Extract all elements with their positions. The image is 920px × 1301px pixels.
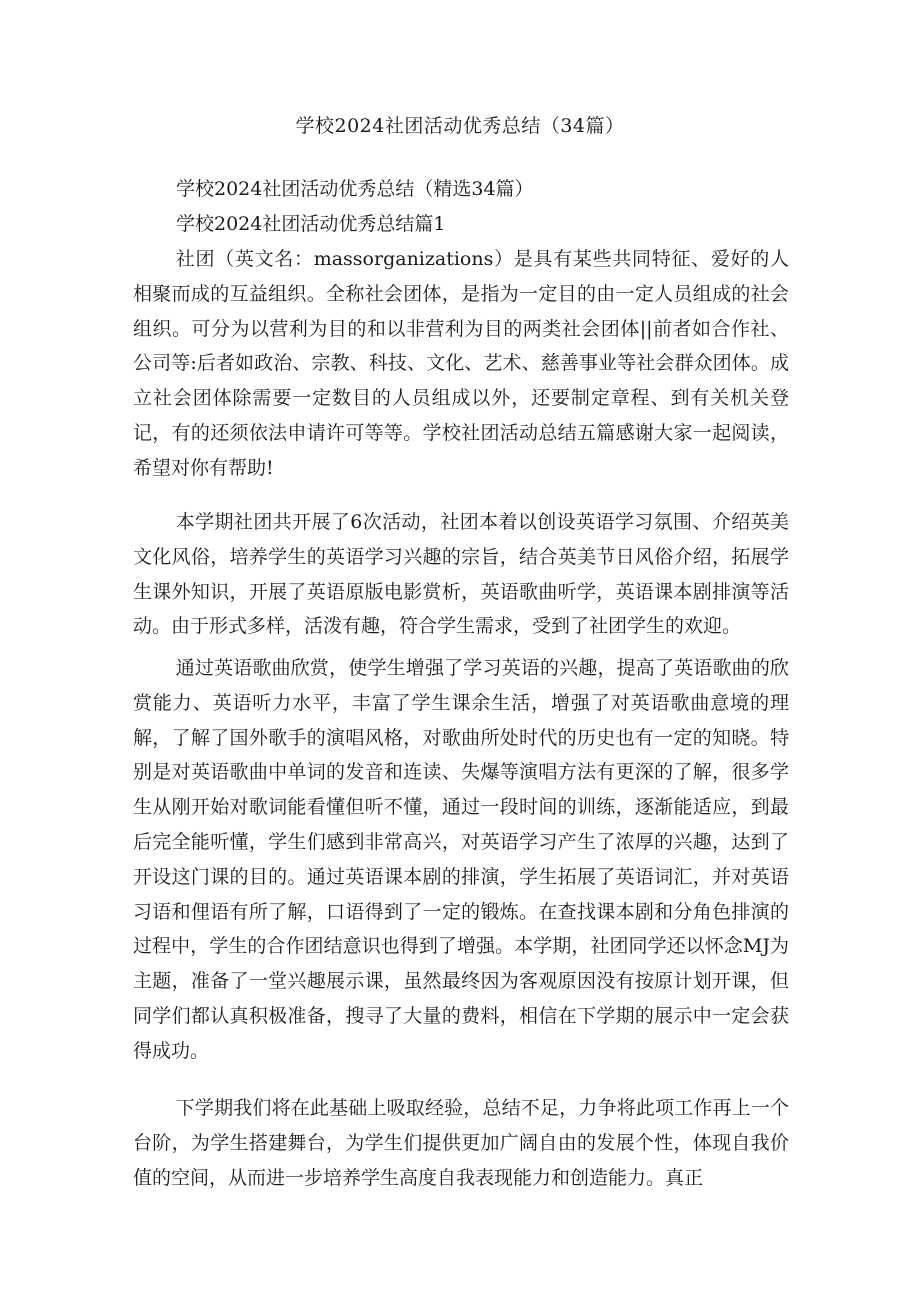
section-heading: 学校2024社团活动优秀总结篇1 <box>176 213 446 235</box>
document-title: 学校2024社团活动优秀总结（34篇） <box>295 115 625 137</box>
paragraph-next-term: 下学期我们将在此基础上吸取经验，总结不足，力争将此项工作再上一个台阶，为学生搭建舞台，为学生们提供更加广阔自由的发展个性，体现自我价值的空间，从而进一步培养学生高度自我表现能力和创造能力。真正 <box>133 1097 789 1189</box>
paragraph-activities: 本学期社团共开展了6次活动，社团本着以创设英语学习氛围、介绍英美文化风俗，培养学生的英语学习兴趣的宗旨，结合英美节日风俗介绍，拓展学生课外知识，开展了英语原版电影赏析，英语歌曲听学，英语课本剧排演等活动。由于形式多样，活泼有趣，符合学生需求，受到了社团学生的欢迎。 <box>133 511 789 638</box>
document-subtitle: 学校2024社团活动优秀总结（精选34篇） <box>176 178 534 200</box>
paragraph-songs: 通过英语歌曲欣赏，使学生增强了学习英语的兴趣，提高了英语歌曲的欣赏能力、英语听力水平，丰富了学生课余生活，增强了对英语歌曲意境的理解，了解了国外歌手的演唱风格，对歌曲所处时代的历史也有一定的知晓。特别是对英语歌曲中单词的发音和连读、失爆等演唱方法有更深的了解，很多学生从刚开始对歌词能看懂但听不懂，通过一段时间的训练，逐渐能适应，到最后完全能听懂，学生们感到非常高兴，对英语学习产生了浓厚的兴趣，达到了开设这门课的目的。通过英语课本剧的排演，学生拓展了英语词汇，并对英语习语和俚语有所了解，口语得到了一定的锻炼。在查找课本剧和分角色排演的过程中，学生的合作团结意识也得到了增强。本学期，社团同学还以怀念MJ为主题，准备了一堂兴趣展示课，虽然最终因为客观原因没有按原计划开课，但同学们都认真积极准备，搜寻了大量的费料，相信在下学期的展示中一定会获得成功。 <box>133 657 789 1062</box>
paragraph-intro: 社团（英文名：massorganizations）是具有某些共同特征、爱好的人相聚而成的互益组织。全称社会团体，是指为一定目的由一定人员组成的社会组织。可分为以营利为目的和以非营利为目的两类社会团体||前者如合作社、公司等:后者如政治、宗教、科技、文化、艺术、慈善事业等社会群众团体。成立社会团体除需要一定数目的人员组成以外，还要制定章程、到有关机关登记，有的还须依法申请许可等等。学校社团活动总结五篇感谢大家一起阅读，希望对你有帮助! <box>133 248 789 479</box>
